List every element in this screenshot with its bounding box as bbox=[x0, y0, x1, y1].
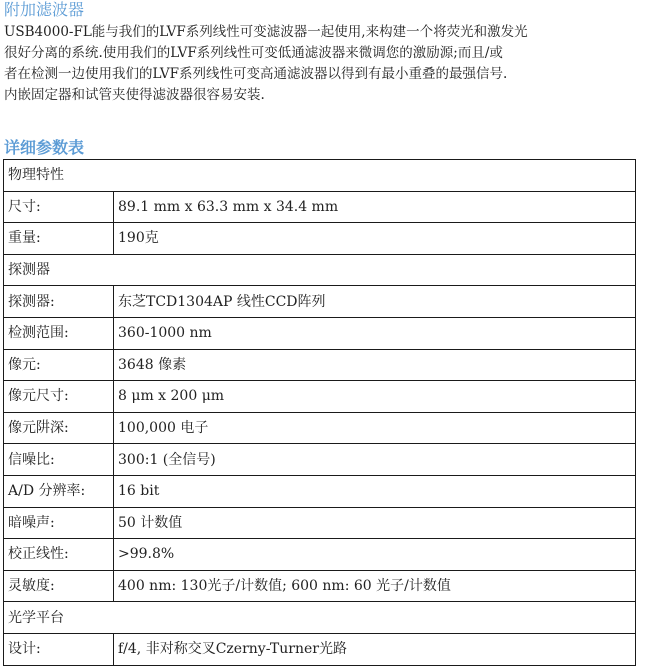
linearity-value: >99.8% bbox=[114, 539, 636, 571]
dimensions-label: 尺寸: bbox=[4, 191, 114, 223]
well-depth-value: 100,000 电子 bbox=[114, 412, 636, 444]
table-row bbox=[4, 160, 636, 192]
sensitivity-label: 灵敏度: bbox=[4, 570, 114, 602]
addon-filter-title: 附加滤波器 bbox=[4, 0, 85, 19]
detector-section-header: 探测器 bbox=[4, 254, 636, 286]
snr-label: 信噪比: bbox=[4, 444, 114, 476]
intro-line: 者在检测一边使用我们的LVF系列线性可变高通滤波器以得到有最小重叠的最强信号. bbox=[4, 66, 508, 82]
dark-noise-value: 50 计数值 bbox=[114, 507, 636, 539]
intro-line: 很好分离的系统.使用我们的LVF系列线性可变低通滤波器来微调您的激励源;而且/或 bbox=[4, 45, 503, 61]
range-value: 360-1000 nm bbox=[114, 317, 636, 349]
pixel-size-value: 8 μm x 200 μm bbox=[114, 381, 636, 413]
dark-noise-label: 暗噪声: bbox=[4, 507, 114, 539]
optics-section-header: 光学平台 bbox=[4, 602, 636, 634]
detector-label: 探测器: bbox=[4, 286, 114, 318]
sensitivity-value: 400 nm: 130光子/计数值; 600 nm: 60 光子/计数值 bbox=[114, 570, 636, 602]
table-row bbox=[4, 570, 636, 602]
spec-table bbox=[3, 159, 636, 666]
weight-value: 190克 bbox=[114, 223, 636, 255]
table-row bbox=[4, 223, 636, 255]
ad-resolution-label: A/D 分辨率: bbox=[4, 475, 114, 507]
ad-resolution-value: 16 bit bbox=[114, 475, 636, 507]
table-row bbox=[4, 191, 636, 223]
table-row bbox=[4, 349, 636, 381]
design-value: f/4, 非对称交叉Czerny-Turner光路 bbox=[114, 633, 636, 665]
table-row bbox=[4, 444, 636, 476]
range-label: 检测范围: bbox=[4, 317, 114, 349]
table-row bbox=[4, 412, 636, 444]
table-row bbox=[4, 317, 636, 349]
table-row bbox=[4, 602, 636, 634]
pixel-size-label: 像元尺寸: bbox=[4, 381, 114, 413]
weight-label: 重量: bbox=[4, 223, 114, 255]
intro-line: 内嵌固定器和试管夹使得滤波器很容易安装. bbox=[4, 87, 265, 103]
table-row bbox=[4, 475, 636, 507]
intro-line: USB4000-FL能与我们的LVF系列线性可变滤波器一起使用,来构建一个将荧光和激发光 bbox=[4, 24, 528, 40]
table-row bbox=[4, 507, 636, 539]
pixels-label: 像元: bbox=[4, 349, 114, 381]
table-row bbox=[4, 633, 636, 665]
pixels-value: 3648 像素 bbox=[114, 349, 636, 381]
table-row bbox=[4, 254, 636, 286]
design-label: 设计: bbox=[4, 633, 114, 665]
physical-section-header: 物理特性 bbox=[4, 160, 636, 192]
well-depth-label: 像元阱深: bbox=[4, 412, 114, 444]
table-row bbox=[4, 539, 636, 571]
spec-table-title: 详细参数表 bbox=[4, 138, 85, 157]
linearity-label: 校正线性: bbox=[4, 539, 114, 571]
table-row bbox=[4, 381, 636, 413]
snr-value: 300:1 (全信号) bbox=[114, 444, 636, 476]
table-row bbox=[4, 286, 636, 318]
detector-value: 东芝TCD1304AP 线性CCD阵列 bbox=[114, 286, 636, 318]
dimensions-value: 89.1 mm x 63.3 mm x 34.4 mm bbox=[114, 191, 636, 223]
intro-paragraph bbox=[4, 22, 644, 106]
